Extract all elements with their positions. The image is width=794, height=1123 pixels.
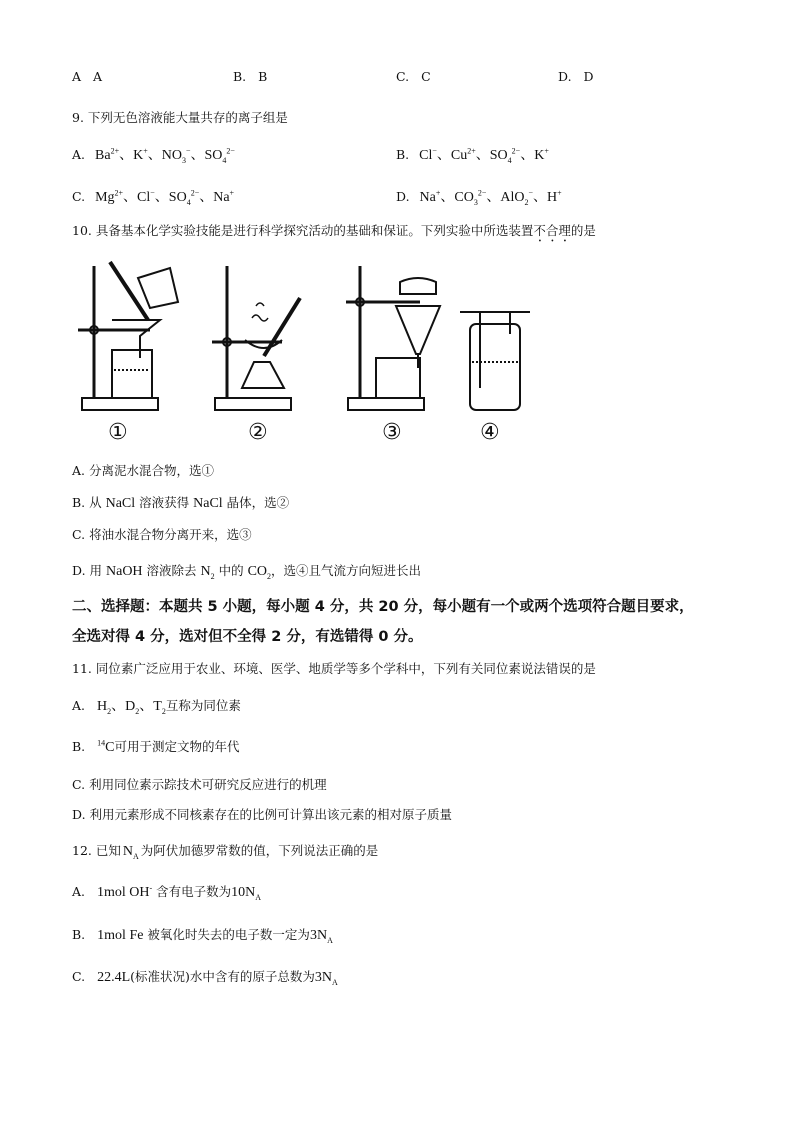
option-letter: A [72, 69, 82, 84]
q8-option-a [72, 68, 102, 86]
q12-stem: 12. 已知 $N_A$ 为阿伏加德罗常数的值，下列说法正确的是 [72, 843, 379, 861]
beaker-3 [376, 358, 420, 398]
stand-base-2 [215, 398, 291, 410]
stem-text: 的是 [570, 223, 596, 238]
option-value: C [421, 69, 431, 84]
q10-option-b: B. 从 NaCl 溶液获得 NaCl 晶体，选② [72, 495, 290, 511]
option-value: A [93, 69, 103, 84]
stem-text: 10. 具备基本化学实验技能是进行科学探究活动的基础和保证。下列实验中所选装置 [72, 223, 534, 238]
option-letter: D. [558, 69, 572, 84]
q10-option-c: C. 将油水混合物分离开来，选③ [72, 527, 252, 542]
option-letter: C. [396, 69, 410, 84]
emphasis-text: 不合理 [533, 223, 571, 238]
label-apparatus-3: ③ [382, 420, 402, 445]
beaker-pour [138, 268, 178, 308]
option-value: D [583, 69, 594, 84]
option-letter: B. [233, 69, 247, 84]
option-letter: B. [396, 147, 410, 162]
q11-option-d: D. 利用元素形成不同核素存在的比例可计算出该元素的相对原子质量 [72, 807, 453, 822]
q12-option-b: B. 1mol Fe 被氧化时失去的电子数一定为$3N_A$ [72, 927, 333, 945]
q9-option-b: B. Cl−、$Cu^{2+}$、$SO_4^{2-}$、K+ [396, 146, 549, 165]
q11-stem: 11. 同位素广泛应用于农业、环境、医学、地质学等多个学科中，下列有关同位素说法错误的是 [72, 661, 596, 676]
stand-base-1 [82, 398, 158, 410]
q9-option-d: D. Na+、$CO_3^{2-}$、AlO$_2$−、H+ [396, 188, 562, 207]
alcohol-lamp [242, 362, 284, 388]
sep-funnel [396, 306, 440, 354]
q12-option-c: C. 22.4L(标准状况)水中含有的原子总数为$3N_A$ [72, 969, 338, 987]
q8-option-d [558, 68, 594, 86]
label-apparatus-1: ① [108, 420, 128, 445]
q8-option-b [233, 68, 267, 86]
q10-option-d: D. 用 NaOH 溶液除去 $N_2$ 中的 $CO_2$，选④且气流方向短进长出 [72, 563, 422, 581]
q10-stem [72, 222, 596, 245]
label-apparatus-4: ④ [480, 420, 500, 445]
q9-option-c: C. $Mg^{2+}$、Cl−、$SO_4^{2-}$、Na+ [72, 188, 235, 207]
beaker-1 [112, 350, 152, 398]
option-letter: A. [72, 147, 86, 162]
q11-option-a: A. $H_2$、$D_2$、$T_2$互称为同位素 [72, 698, 241, 716]
gas-bottle [470, 324, 520, 410]
apparatus-drawing [70, 258, 540, 418]
option-letter: C. [72, 189, 86, 204]
q9-option-a: A. $Ba^{2+}$、K+、$NO_3^-$、$SO_4^{2-}$ [72, 146, 235, 165]
sep-funnel-top [400, 278, 436, 294]
q12-option-a: A. 1mol OH- 含有电子数为$10N_A$ [72, 883, 262, 902]
label-apparatus-2: ② [248, 420, 268, 445]
option-value: B [258, 69, 268, 84]
q10-option-a: A. 分离泥水混合物，选① [72, 463, 214, 478]
section-heading-line-2: 全选对得 4 分，选对但不全得 2 分，有选错得 0 分。 [72, 629, 423, 645]
q8-option-c [396, 68, 431, 86]
stand-base-3 [348, 398, 424, 410]
q11-option-b: B. $^{14}$C可用于测定文物的年代 [72, 738, 240, 755]
option-letter: D. [396, 189, 410, 204]
section-heading-line-1: 二、选择题：本题共 5 小题，每小题 4 分，共 20 分，每小题有一个或两个选项符合题目要求， [72, 599, 694, 615]
q11-option-c: C. 利用同位素示踪技术可研究反应进行的机理 [72, 777, 327, 792]
apparatus-figure [70, 258, 540, 454]
q9-stem: 9. 下列无色溶液能大量共存的离子组是 [72, 110, 288, 125]
